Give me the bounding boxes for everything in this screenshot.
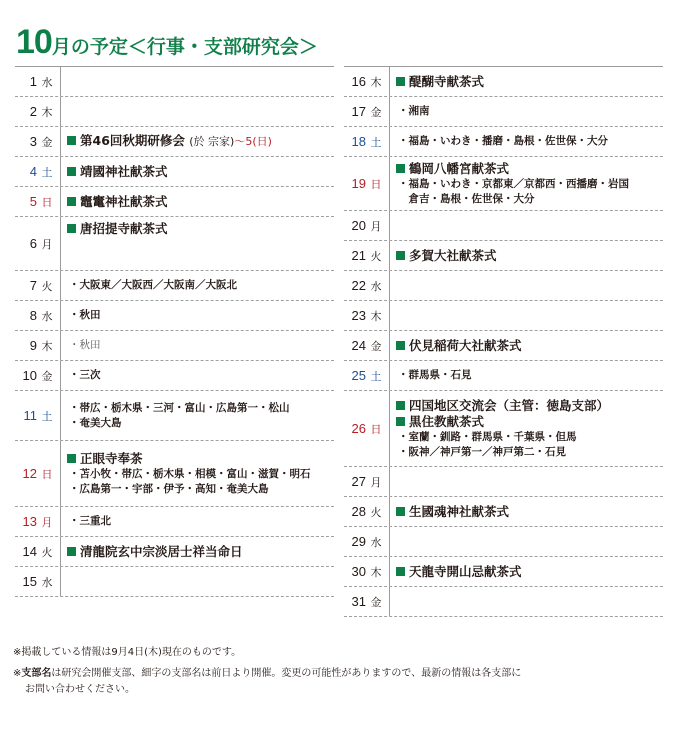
branch-list — [67, 338, 332, 353]
schedule-row — [344, 467, 663, 497]
date-cell — [344, 557, 390, 586]
schedule-left-column — [15, 66, 334, 597]
schedule-row — [344, 127, 663, 157]
branch-list — [396, 445, 661, 460]
event-cell — [396, 331, 661, 360]
event-cell — [396, 467, 661, 496]
schedule-row — [15, 567, 334, 597]
branch-list — [396, 104, 661, 119]
event-name: 正眼寺奉茶 — [80, 450, 143, 466]
schedule-row — [15, 507, 334, 537]
page-title — [16, 22, 318, 62]
branch-list — [396, 134, 661, 149]
date-cell — [344, 331, 390, 360]
event-cell — [67, 187, 332, 216]
event-title — [396, 338, 661, 354]
day-number: 11 — [23, 408, 37, 423]
day-number: 23 — [351, 308, 366, 323]
weekday: 金 — [41, 135, 53, 149]
event-cell — [396, 527, 661, 556]
footnote-1: ※掲載している情報は9月4日(木)現在のものです。 — [13, 647, 242, 658]
event-cell — [396, 497, 661, 526]
weekday: 水 — [41, 75, 53, 89]
schedule-row — [15, 187, 334, 217]
green-square-icon — [396, 567, 405, 576]
event-cell — [67, 537, 332, 566]
event-title — [67, 221, 332, 237]
schedule-row — [15, 441, 334, 507]
event-name: 清龍院玄中宗淡居士祥当命日 — [80, 543, 243, 559]
day-number: 26 — [351, 421, 366, 436]
weekday: 日 — [41, 195, 53, 209]
date-cell — [15, 361, 61, 390]
day-number: 8 — [29, 308, 37, 323]
weekday: 木 — [370, 565, 382, 579]
branch-names: ・三重北 — [69, 515, 111, 527]
weekday: 金 — [370, 595, 382, 609]
event-cell — [67, 507, 332, 536]
event-cell — [396, 127, 661, 156]
date-cell — [15, 127, 61, 156]
event-title — [67, 164, 332, 180]
date-cell — [344, 301, 390, 330]
date-cell — [344, 361, 390, 390]
day-number: 2 — [29, 104, 37, 119]
green-square-icon — [67, 547, 76, 556]
schedule-row — [15, 391, 334, 441]
branch-names: ・福島・いわき・播磨・島根・佐世保・大分 — [398, 135, 608, 147]
event-cell — [396, 241, 661, 270]
branch-names: ・帯広・栃木県・三河・富山・広島第一・松山 — [69, 401, 290, 414]
branch-names: ・秋田 — [69, 309, 101, 321]
green-square-icon — [396, 401, 405, 410]
schedule-row — [15, 97, 334, 127]
schedule-row — [344, 587, 663, 617]
weekday: 水 — [41, 309, 53, 323]
branch-list — [67, 278, 332, 293]
event-cell — [396, 301, 661, 330]
event-title — [396, 248, 661, 264]
event-cell — [67, 301, 332, 330]
day-number: 7 — [29, 278, 37, 293]
date-cell — [15, 301, 61, 330]
branch-names: ・苫小牧・帯広・栃木県・相模・富山・滋賀・明石 — [69, 467, 311, 480]
date-cell — [15, 567, 61, 596]
event-period: ～5(日) — [234, 135, 272, 148]
event-cell — [67, 127, 332, 156]
weekday: 金 — [370, 339, 382, 353]
weekday: 火 — [370, 505, 382, 519]
event-cell — [67, 331, 332, 360]
weekday: 金 — [41, 369, 53, 383]
title-text: 月の予定＜行事・支部研究会＞ — [51, 36, 318, 58]
date-cell — [344, 97, 390, 126]
day-number: 9 — [29, 338, 37, 353]
event-cell — [396, 97, 661, 126]
date-cell — [15, 97, 61, 126]
schedule-row — [344, 361, 663, 391]
date-cell — [344, 241, 390, 270]
event-cell — [396, 211, 661, 240]
date-cell — [15, 67, 61, 96]
event-cell — [396, 157, 661, 210]
day-number: 31 — [351, 594, 366, 609]
event-cell — [396, 391, 661, 466]
day-number: 6 — [29, 236, 37, 251]
schedule-row — [344, 271, 663, 301]
day-number: 1 — [29, 74, 37, 89]
date-cell — [15, 157, 61, 186]
branch-names: ・福島・いわき・京都東／京都西・西播磨・岩国 — [398, 177, 629, 190]
event-name: 生國魂神社献茶式 — [409, 503, 510, 519]
day-number: 30 — [351, 564, 366, 579]
schedule-row — [15, 127, 334, 157]
event-title — [67, 133, 332, 150]
event-cell — [67, 97, 332, 126]
branch-names: ・秋田 — [69, 339, 101, 351]
date-cell — [15, 537, 61, 566]
date-cell — [15, 217, 61, 270]
branch-list — [67, 308, 332, 323]
date-cell — [344, 391, 390, 466]
schedule-row — [344, 97, 663, 127]
schedule-row — [344, 241, 663, 271]
weekday: 木 — [41, 105, 53, 119]
green-square-icon — [67, 454, 76, 463]
event-title — [67, 544, 332, 560]
weekday: 月 — [370, 219, 382, 233]
event-cell — [67, 567, 332, 596]
day-number: 3 — [29, 134, 37, 149]
date-cell — [344, 527, 390, 556]
event-cell — [67, 361, 332, 390]
green-square-icon — [67, 136, 76, 145]
date-cell — [344, 127, 390, 156]
weekday: 土 — [370, 135, 382, 149]
weekday: 火 — [41, 279, 53, 293]
event-name: 靖國神社献茶式 — [80, 163, 168, 179]
weekday: 木 — [41, 339, 53, 353]
event-name: 伏見稲荷大社献茶式 — [409, 337, 522, 353]
branch-names: ・広島第一・宇部・伊予・高知・奄美大島 — [69, 482, 269, 495]
branch-names: ・三次 — [69, 369, 101, 381]
day-number: 24 — [351, 338, 366, 353]
day-number: 20 — [351, 218, 366, 233]
event-title — [67, 451, 332, 467]
date-cell — [15, 271, 61, 300]
weekday: 土 — [41, 409, 53, 423]
weekday: 木 — [370, 309, 382, 323]
branch-list — [67, 467, 332, 482]
day-number: 14 — [22, 544, 37, 559]
event-name: 竈竃神社献茶式 — [80, 193, 168, 209]
date-cell — [344, 211, 390, 240]
weekday: 木 — [370, 75, 382, 89]
date-cell — [15, 441, 61, 506]
weekday: 金 — [370, 105, 382, 119]
schedule-row — [344, 497, 663, 527]
day-number: 13 — [22, 514, 37, 529]
event-name: 天龍寺開山忌献茶式 — [409, 563, 522, 579]
branch-list — [67, 514, 332, 529]
green-square-icon — [396, 417, 405, 426]
event-cell — [67, 271, 332, 300]
event-title — [396, 74, 661, 90]
event-name: 第46回秋期研修会 — [80, 133, 185, 148]
green-square-icon — [396, 164, 405, 173]
branch-list — [67, 482, 332, 497]
event-name: 唐招提寺献茶式 — [80, 221, 168, 236]
event-venue: (於 宗家) — [189, 135, 235, 148]
branch-list — [396, 177, 661, 192]
event-title — [396, 161, 661, 177]
weekday: 日 — [370, 177, 382, 191]
day-number: 29 — [351, 534, 366, 549]
schedule-row — [344, 557, 663, 587]
schedule-row — [15, 217, 334, 271]
weekday: 土 — [370, 369, 382, 383]
schedule-row — [344, 67, 663, 97]
branch-names: ・大阪東／大阪西／大阪南／大阪北 — [69, 279, 237, 291]
day-number: 19 — [351, 176, 366, 191]
green-square-icon — [396, 507, 405, 516]
day-number: 18 — [351, 134, 366, 149]
day-number: 16 — [351, 74, 366, 89]
date-cell — [15, 331, 61, 360]
day-number: 21 — [351, 248, 366, 263]
date-cell — [344, 467, 390, 496]
weekday: 月 — [370, 475, 382, 489]
day-number: 4 — [29, 164, 37, 179]
branch-names: 倉吉・島根・佐世保・大分 — [398, 192, 535, 205]
branch-list — [67, 416, 332, 431]
branch-names: ・群馬県・石見 — [398, 369, 472, 381]
footnote-2: ※支部名は研究会開催支部、細字の支部名は前日より開催。変更の可能性がありますので、最新の情報は各支部に — [13, 668, 522, 679]
branch-names: ・阪神／神戸第一／神戸第二・石見 — [398, 445, 566, 458]
branch-list — [396, 192, 661, 207]
event-name: 四国地区交流会（主管：徳島支部） — [409, 397, 610, 413]
branch-names: ・室蘭・釧路・群馬県・千葉県・但馬 — [398, 430, 577, 443]
event-title — [396, 414, 661, 430]
branch-list — [396, 368, 661, 383]
event-cell — [67, 391, 332, 440]
green-square-icon — [396, 341, 405, 350]
schedule-row — [15, 67, 334, 97]
green-square-icon — [67, 197, 76, 206]
branch-list — [67, 401, 332, 416]
green-square-icon — [396, 77, 405, 86]
branch-names: ・奄美大島 — [69, 416, 122, 429]
title-month-number: 10 — [16, 23, 52, 61]
event-name: 醍醐寺献茶式 — [409, 73, 485, 89]
weekday: 月 — [41, 515, 53, 529]
day-number: 15 — [22, 574, 37, 589]
weekday: 日 — [41, 467, 53, 481]
footnote-3: お問い合わせください。 — [25, 684, 135, 695]
event-cell — [396, 557, 661, 586]
schedule-row — [15, 301, 334, 331]
weekday: 土 — [41, 165, 53, 179]
day-number: 25 — [351, 368, 366, 383]
event-name: 多賀大社献茶式 — [409, 247, 497, 263]
date-cell — [344, 271, 390, 300]
event-cell — [396, 271, 661, 300]
weekday: 火 — [370, 249, 382, 263]
weekday: 日 — [370, 422, 382, 436]
date-cell — [344, 587, 390, 616]
schedule-row — [344, 527, 663, 557]
event-name: 黒住教献茶式 — [409, 413, 485, 429]
event-title — [396, 398, 661, 414]
event-cell — [396, 67, 661, 96]
weekday: 水 — [370, 535, 382, 549]
schedule-row — [344, 157, 663, 211]
schedule-row — [15, 537, 334, 567]
event-cell — [67, 441, 332, 506]
date-cell — [344, 67, 390, 96]
schedule-row — [15, 157, 334, 187]
day-number: 17 — [351, 104, 366, 119]
date-cell — [15, 507, 61, 536]
event-name: 鶴岡八幡宮献茶式 — [409, 160, 510, 176]
schedule-right-column — [344, 66, 663, 617]
day-number: 5 — [29, 194, 37, 209]
day-number: 27 — [351, 474, 366, 489]
day-number: 10 — [22, 368, 37, 383]
date-cell — [344, 157, 390, 210]
date-cell — [15, 187, 61, 216]
event-cell — [67, 157, 332, 186]
day-number: 22 — [351, 278, 366, 293]
branch-list — [396, 430, 661, 445]
weekday: 水 — [370, 279, 382, 293]
day-number: 28 — [351, 504, 366, 519]
green-square-icon — [67, 224, 76, 233]
schedule-row — [344, 331, 663, 361]
schedule-row — [15, 271, 334, 301]
green-square-icon — [396, 251, 405, 260]
event-title — [67, 194, 332, 210]
date-cell — [344, 497, 390, 526]
event-cell — [396, 361, 661, 390]
event-title — [396, 564, 661, 580]
schedule-row — [344, 211, 663, 241]
weekday: 火 — [41, 545, 53, 559]
weekday: 水 — [41, 575, 53, 589]
date-cell — [15, 391, 61, 440]
event-cell — [67, 217, 332, 270]
schedule-row — [15, 331, 334, 361]
branch-names: ・湘南 — [398, 105, 430, 117]
branch-list — [67, 368, 332, 383]
day-number: 12 — [22, 466, 37, 481]
event-cell — [396, 587, 661, 616]
event-title — [396, 504, 661, 520]
schedule-row — [344, 301, 663, 331]
schedule-row — [15, 361, 334, 391]
weekday: 月 — [41, 237, 53, 251]
event-cell — [67, 67, 332, 96]
green-square-icon — [67, 167, 76, 176]
schedule-row — [344, 391, 663, 467]
